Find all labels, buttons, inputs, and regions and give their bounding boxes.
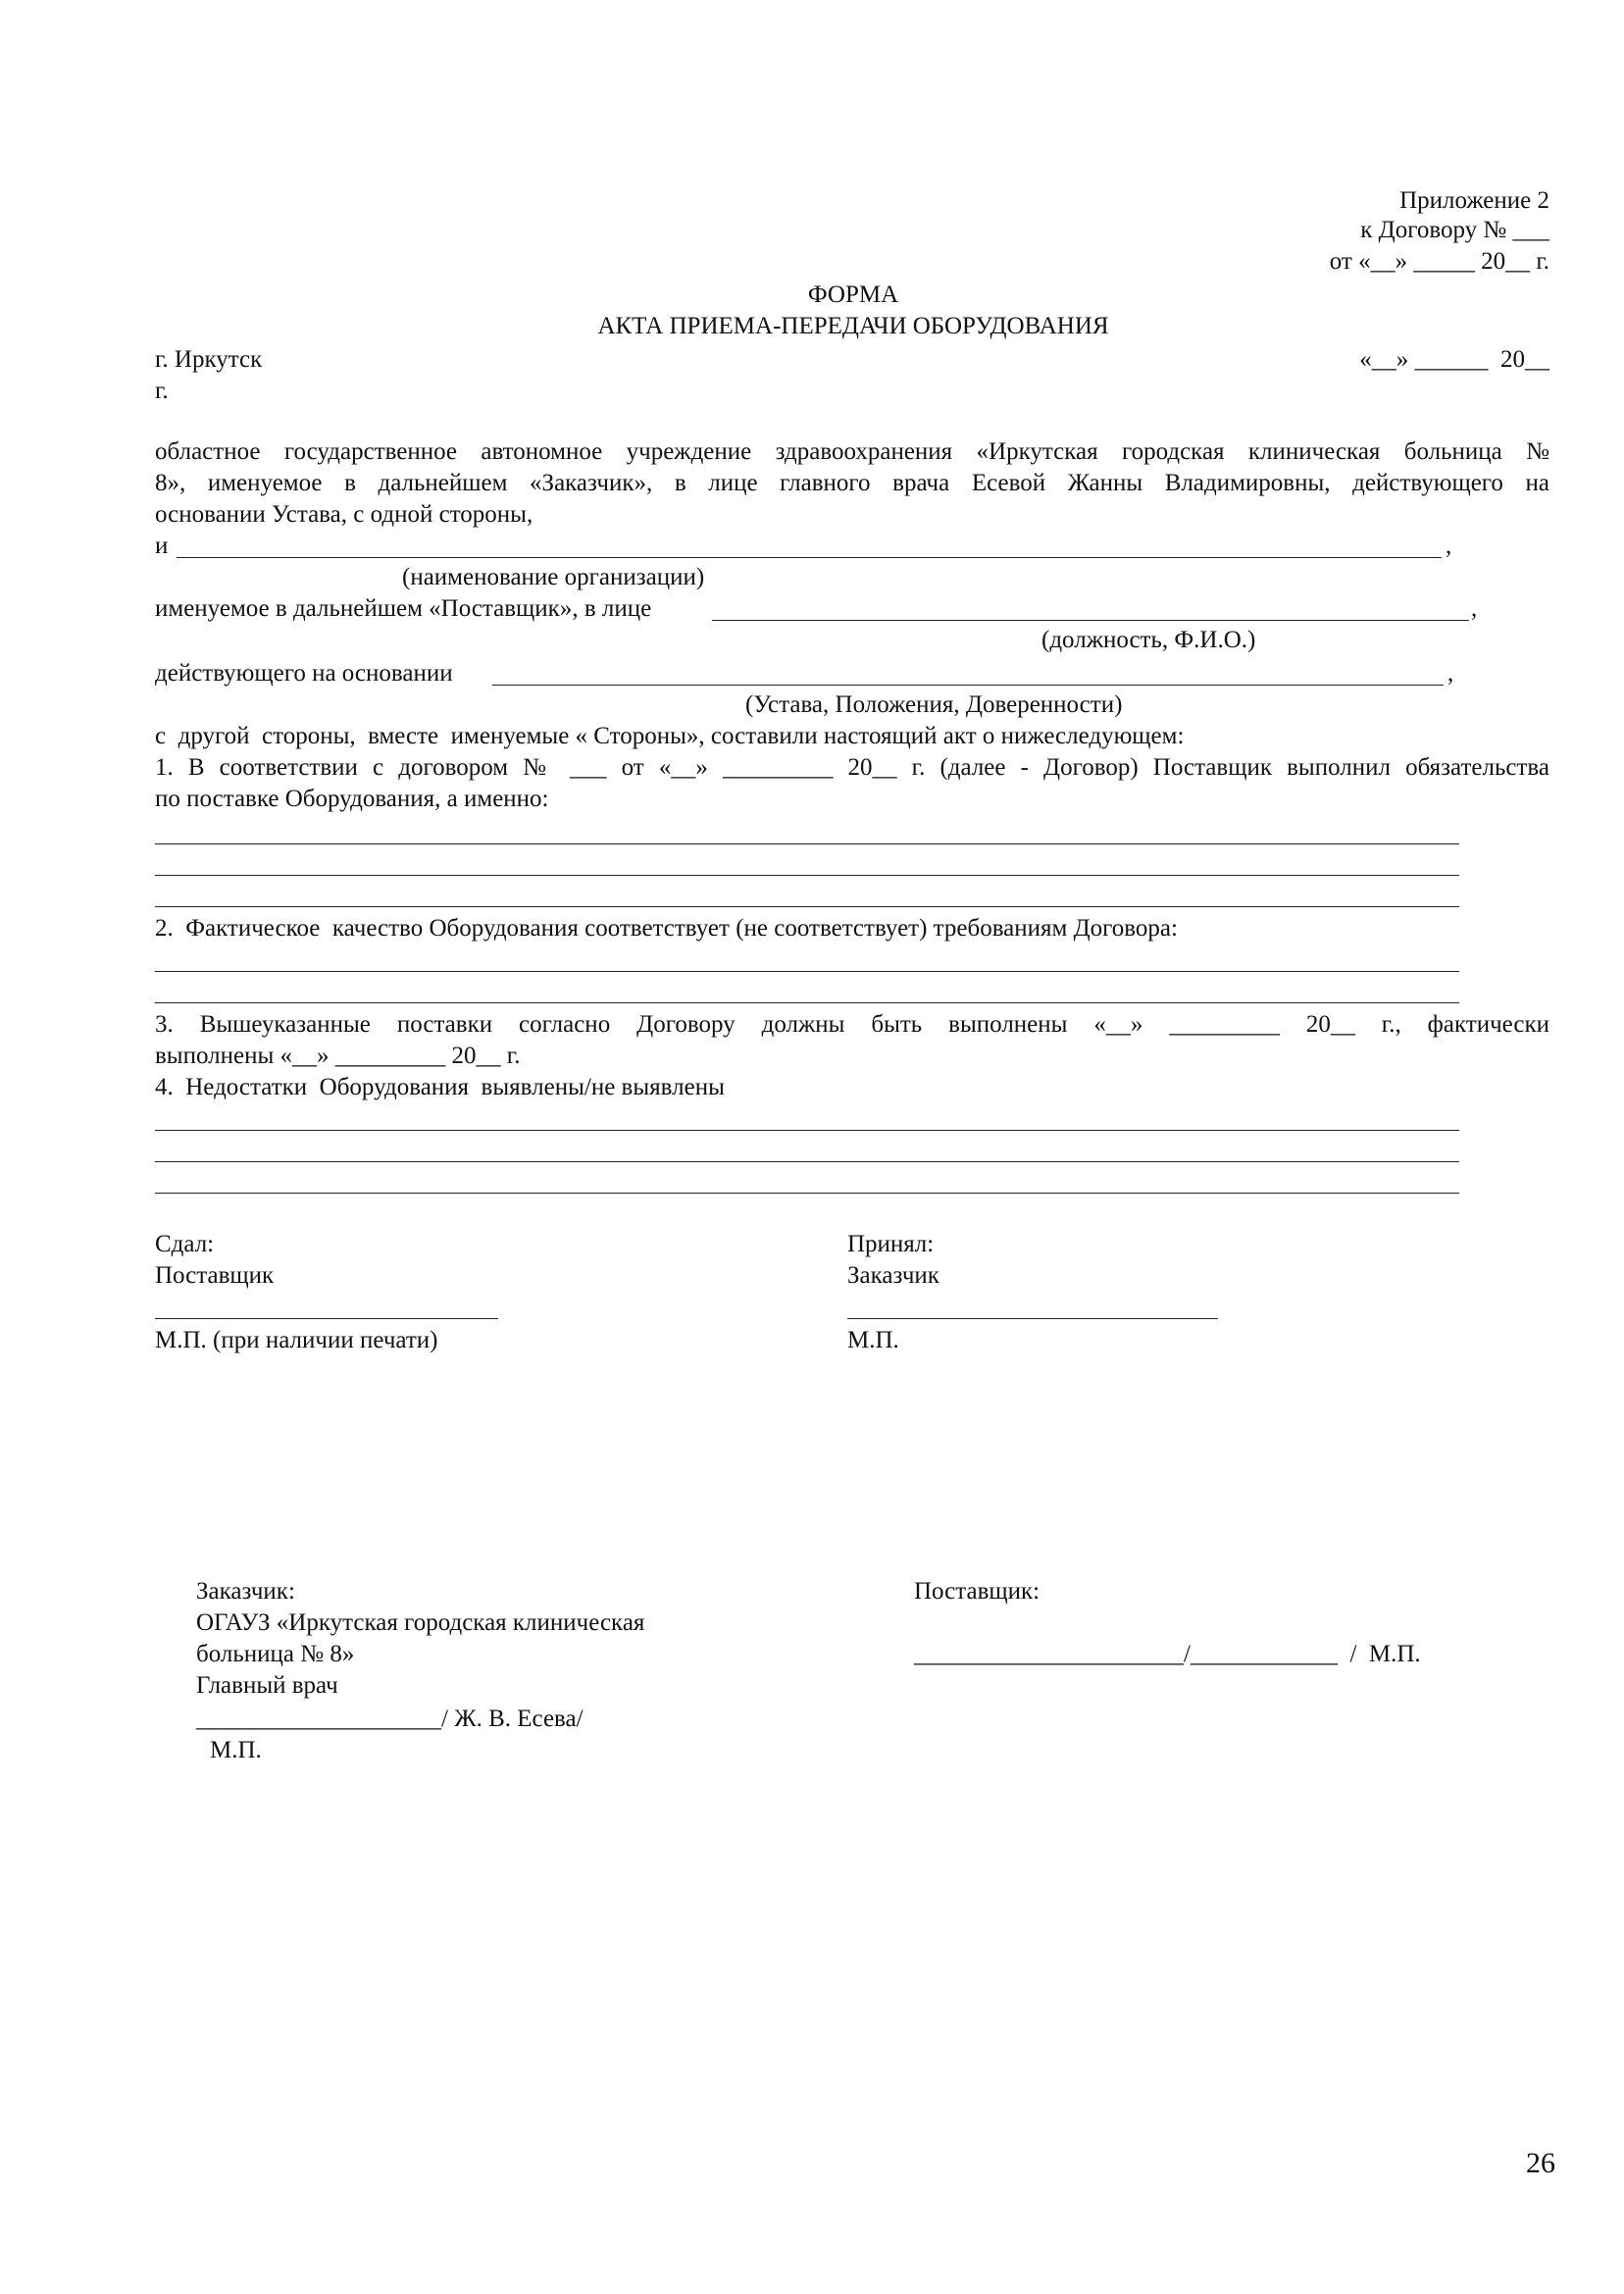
clause-1-blank-2 — [155, 875, 1459, 876]
clause-3-line-1: 3. Вышеуказанные поставки согласно Договору должны быть выполнены «__» _________ 20__ г., фактически — [155, 1011, 1549, 1038]
clause-4-blank-2 — [155, 1161, 1459, 1162]
clause-2: 2. Фактическое качество Оборудования соответствует (не соответствует) требованиям Договора: — [155, 915, 1178, 942]
basis-hint: (Устава, Положения, Доверенности) — [745, 691, 1123, 718]
clause-2-blank-2 — [155, 1002, 1459, 1003]
clause-1-line-2: по поставке Оборудования, а именно: — [155, 786, 549, 812]
received-signature-blank — [847, 1318, 1218, 1319]
customer-signature: ____________________/ Ж. В. Есева/ — [196, 1706, 584, 1732]
preamble-line-1: областное государственное автономное учреждение здравоохранения «Иркутская городская клиническая больница № — [155, 438, 1549, 465]
received-label: Принял: — [847, 1231, 935, 1257]
basis-line-comma: , — [1447, 660, 1454, 687]
clause-4-blank-3 — [155, 1193, 1459, 1194]
appendix-line-2: к Договору № ___ — [1360, 217, 1549, 243]
title-form: ФОРМА — [807, 281, 899, 308]
customer-position: Главный врач — [196, 1672, 338, 1699]
customer-label: Заказчик: — [196, 1578, 295, 1605]
basis-prefix: действующего на основании — [155, 660, 453, 687]
city: г. Иркутск — [155, 346, 263, 373]
customer-name-line-2: больница № 8» — [196, 1641, 355, 1667]
handed-over-role: Поставщик — [155, 1262, 275, 1289]
organization-name-hint: (наименование организации) — [402, 564, 705, 590]
preamble-line-2: 8», именуемое в дальнейшем «Заказчик», в лице главного врача Есевой Жанны Владимировны, действующего на — [155, 470, 1549, 496]
and-prefix: и — [155, 533, 169, 559]
clause-1-blank-3 — [155, 906, 1459, 907]
clause-1-line-1: 1. В соответствии с договором № ___ от «__» _________ 20__ г. (далее - Договор) Поставщик выполнил обязательства — [155, 754, 1549, 781]
clause-3-line-2: выполнены «__» _________ 20__ г. — [155, 1043, 521, 1069]
clause-1-blank-1 — [155, 843, 1459, 844]
preamble-line-3: основании Устава, с одной стороны, — [155, 501, 533, 528]
handed-over-signature-blank — [155, 1318, 498, 1319]
supplier-signature: ______________________/____________ / М.П. — [914, 1641, 1421, 1667]
position-line-comma: , — [1471, 595, 1478, 622]
handed-over-label: Сдал: — [155, 1231, 215, 1257]
clause-2-blank-1 — [155, 971, 1459, 972]
organization-name-blank — [177, 557, 1442, 558]
customer-name-line-1: ОГАУЗ «Иркутская городская клиническая — [196, 1609, 645, 1636]
clause-4-blank-1 — [155, 1130, 1459, 1131]
appendix-line-1: Приложение 2 — [1399, 187, 1549, 214]
page-number: 26 — [1526, 2147, 1555, 2179]
position-name-blank — [712, 620, 1469, 621]
org-line-comma: , — [1446, 533, 1452, 559]
city-continuation: г. — [155, 378, 169, 404]
basis-blank — [492, 685, 1444, 686]
supplier-prefix: именуемое в дальнейшем «Поставщик», в лице — [155, 595, 652, 622]
customer-stamp: М.П. — [210, 1737, 262, 1763]
act-date: «__» ______ 20__ — [1359, 346, 1549, 373]
position-hint: (должность, Ф.И.О.) — [1041, 627, 1256, 653]
other-side-text: с другой стороны, вместе именуемые « Стороны», составили настоящий акт о нижеследующем: — [155, 723, 1185, 749]
received-role: Заказчик — [847, 1262, 939, 1289]
clause-4: 4. Недостатки Оборудования выявлены/не выявлены — [155, 1074, 725, 1100]
title-act: АКТА ПРИЕМА-ПЕРЕДАЧИ ОБОРУДОВАНИЯ — [597, 313, 1109, 339]
received-stamp: М.П. — [847, 1327, 899, 1353]
appendix-line-3: от «__» _____ 20__ г. — [1329, 248, 1549, 275]
handed-over-stamp: М.П. (при наличии печати) — [155, 1327, 438, 1353]
supplier-label: Поставщик: — [914, 1578, 1040, 1605]
